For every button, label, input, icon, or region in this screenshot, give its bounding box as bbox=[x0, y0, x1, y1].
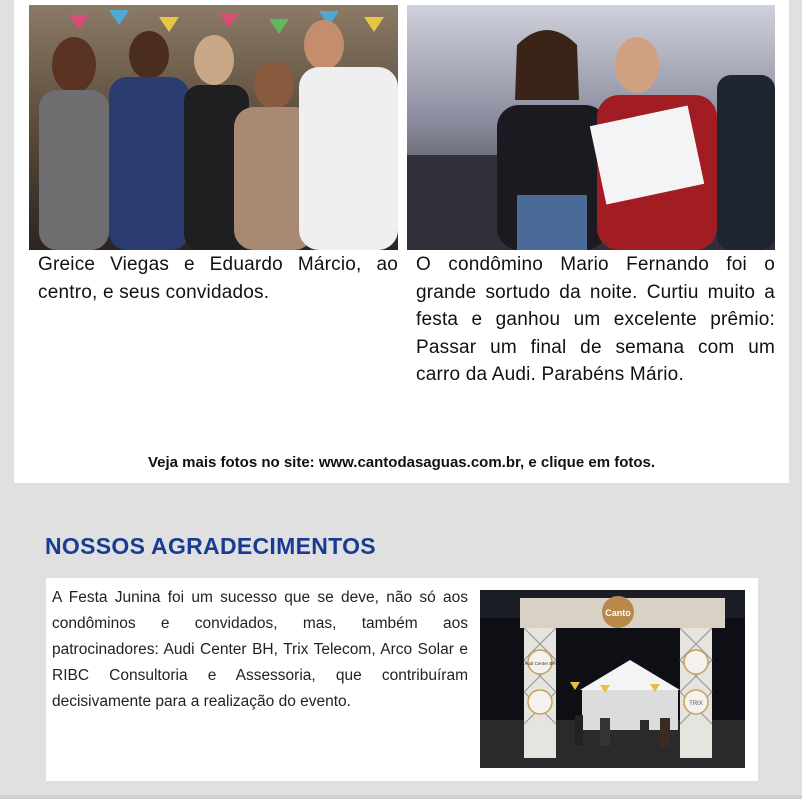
prize-winner-photo bbox=[407, 5, 775, 250]
thanks-card bbox=[46, 578, 758, 781]
thanks-body: A Festa Junina foi um sucesso que se deve, não só aos condôminos e convidados, mas, também aos patrocinadores: Audi Center BH, Trix Telecom, Arco Solar e RIBC Consultoria e Assessoria, que contribuíram decisivamente para a realização do evento. bbox=[52, 589, 468, 710]
winner-photo-caption: O condômino Mario Fernando foi o grande sortudo da noite. Curtiu muito a festa e ganhou um excelente prêmio: Passar um final de semana com um carro da Audi. Parabéns Mário. bbox=[416, 254, 775, 385]
arch-sponsor-audi: Audi Center BH bbox=[524, 661, 556, 666]
footer-strip bbox=[0, 795, 802, 799]
photo-gallery-card bbox=[14, 0, 789, 483]
guests-group-photo bbox=[29, 5, 398, 250]
section-title: NOSSOS AGRADECIMENTOS bbox=[45, 533, 376, 559]
arch-sponsor-trix: TRIX bbox=[689, 701, 703, 707]
arch-brand-label: Canto bbox=[605, 608, 631, 618]
guests-photo-caption: Greice Viegas e Eduardo Márcio, ao centro, e seus convidados. bbox=[38, 254, 398, 303]
more-photos-note: Veja mais fotos no site: www.cantodasaguas.com.br, e clique em fotos. bbox=[147, 454, 656, 471]
sponsor-arch-photo bbox=[480, 590, 745, 768]
